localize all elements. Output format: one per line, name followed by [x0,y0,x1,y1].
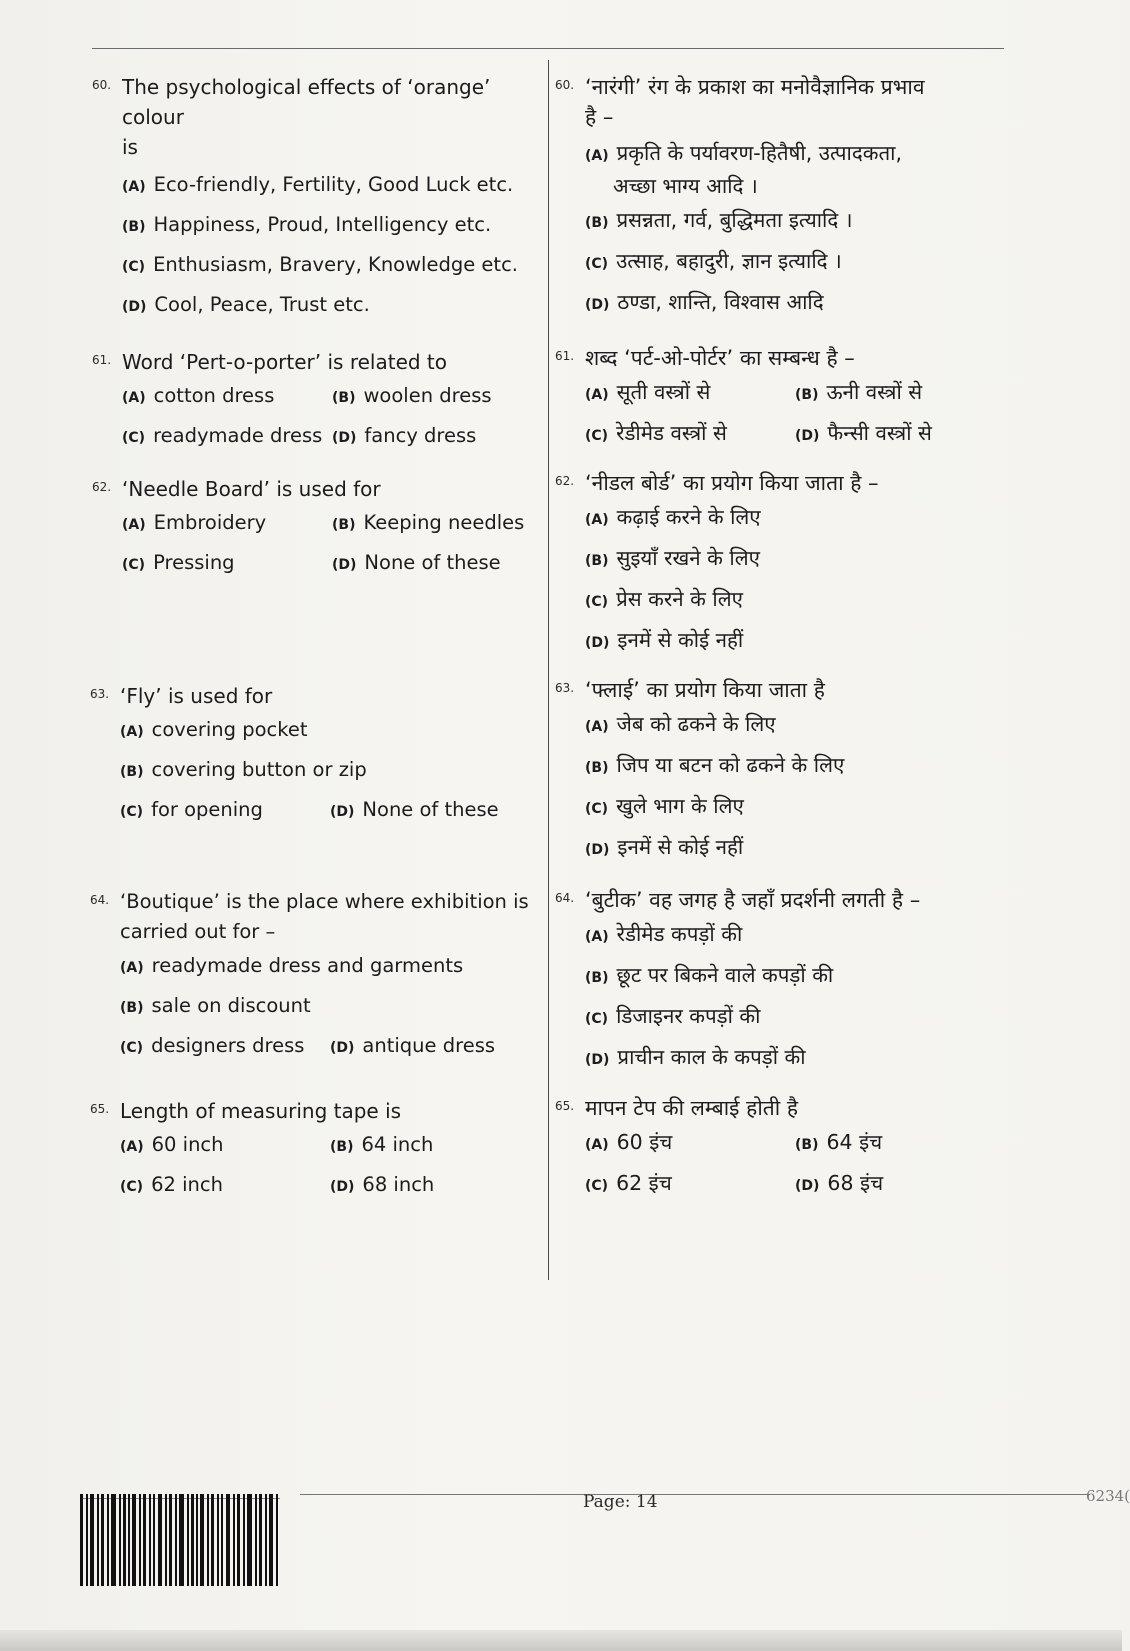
question-number: 63. [90,687,110,701]
option-d: (D) प्राचीन काल के कपड़ों की [585,1045,806,1069]
option-c: (C) 62 इंच [585,1171,672,1195]
option-b: (B) sale on discount [120,994,311,1017]
page-edge-shadow [0,1630,1122,1651]
question-text: ‘Needle Board’ is used for [122,477,381,501]
option-b: (B) छूट पर बिकने वाले कपड़ों की [585,963,834,987]
option-d: (D) 68 इंच [795,1171,884,1195]
option-d: (D) None of these [330,798,499,821]
question-number: 62. [92,480,112,494]
question-61-en [92,347,542,457]
question-number: 62. [555,474,575,488]
option-d: (D) ठण्डा, शान्ति, विश्वास आदि [585,290,824,314]
option-a: (A) कढ़ाई करने के लिए [585,505,761,529]
option-c: (C) प्रेस करने के लिए [585,587,743,611]
option-c: (C) Enthusiasm, Bravery, Knowledge etc. [122,253,518,276]
question-62-hi [555,468,1015,662]
option-a: (A) 60 inch [120,1133,224,1156]
option-b: (B) प्रसन्नता, गर्व, बुद्धिमता इत्यादि । [585,208,853,232]
question-61-hi [555,343,1015,455]
question-number: 65. [90,1102,110,1116]
option-d: (D) antique dress [330,1034,496,1057]
option-b: (B) Happiness, Proud, Intelligency etc. [122,213,492,236]
option-a: (A) cotton dress [122,384,275,407]
option-a: (A) रेडीमेड कपड़ों की [585,922,743,946]
option-a: (A) Embroidery [122,511,267,534]
option-a: (A) covering pocket [120,718,308,741]
top-rule [92,48,1004,49]
question-64-hi [555,885,1015,1079]
question-text: ‘Boutique’ is the place where exhibition is [120,890,529,913]
question-text: ‘बुटीक’ वह जगह है जहाँ प्रदर्शनी लगती है – [585,888,921,912]
question-number: 63. [555,681,575,695]
question-number: 60. [92,78,112,92]
question-number: 64. [555,891,575,905]
question-62-en [92,474,542,584]
option-c: (C) designers dress [120,1034,305,1057]
option-a: (A) Eco-friendly, Fertility, Good Luck etc. [122,173,514,196]
question-text: मापन टेप की लम्बाई होती है [585,1096,798,1120]
option-c: (C) उत्साह, बहादुरी, ज्ञान इत्यादि । [585,249,842,273]
option-b: (B) woolen dress [332,384,492,407]
barcode [80,1494,282,1586]
option-c: (C) डिजाइनर कपड़ों की [585,1004,761,1028]
question-number: 65. [555,1099,575,1113]
option-a: (A) जेब को ढकने के लिए [585,712,776,736]
question-60-en [92,72,542,326]
option-b: (B) ऊनी वस्त्रों से [795,380,923,404]
question-text-cont: carried out for – [120,920,276,943]
question-text-cont: is [122,135,138,159]
question-text: ‘Fly’ is used for [120,684,273,708]
question-60-hi [555,72,1015,324]
option-d: (D) 68 inch [330,1173,435,1196]
question-text-cont: है – [585,105,614,129]
footer-rule [300,1494,1090,1495]
option-b: (B) 64 inch [330,1133,434,1156]
question-text: ‘फ्लाई’ का प्रयोग किया जाता है [585,678,825,702]
option-d: (D) इनमें से कोई नहीं [585,835,744,859]
option-c: (C) रेडीमेड वस्त्रों से [585,421,727,445]
option-a: (A) 60 इंच [585,1130,673,1154]
option-d: (D) इनमें से कोई नहीं [585,628,744,652]
option-c: (C) for opening [120,798,263,821]
question-number: 64. [90,893,110,907]
page-number: Page: 14 [583,1492,658,1512]
option-d: (D) None of these [332,551,501,574]
paper-code: 6234( [1086,1487,1130,1505]
option-c: (C) readymade dress [122,424,323,447]
option-a-cont: अच्छा भाग्य आदि । [613,174,758,198]
option-b: (B) जिप या बटन को ढकने के लिए [585,753,845,777]
option-c: (C) Pressing [122,551,235,574]
question-number: 61. [555,349,575,363]
question-number: 60. [555,78,575,92]
option-b: (B) सुइयाँ रखने के लिए [585,546,760,570]
question-text: शब्द ‘पर्ट-ओ-पोर्टर’ का सम्बन्ध है – [585,346,855,370]
option-c: (C) खुले भाग के लिए [585,794,744,818]
question-text: Word ‘Pert-o-porter’ is related to [122,350,447,374]
question-63-en [90,681,540,831]
option-a: (A) readymade dress and garments [120,954,464,977]
option-b: (B) Keeping needles [332,511,525,534]
question-65-en [90,1096,540,1206]
question-64-en [90,887,545,1067]
option-d: (D) फैन्सी वस्त्रों से [795,421,932,445]
column-divider [548,60,549,1280]
option-a: (A) प्रकृति के पर्यावरण-हितैषी, उत्पादकता, [585,141,902,165]
question-number: 61. [92,353,112,367]
question-63-hi [555,675,1015,869]
question-text: The psychological effects of ‘orange’ colour [122,75,491,129]
option-d: (D) fancy dress [332,424,477,447]
option-b: (B) covering button or zip [120,758,367,781]
option-a: (A) सूती वस्त्रों से [585,380,711,404]
option-c: (C) 62 inch [120,1173,223,1196]
question-text: Length of measuring tape is [120,1099,402,1123]
question-text: ‘नारंगी’ रंग के प्रकाश का मनोवैज्ञानिक प्रभाव [585,75,925,99]
question-65-hi [555,1093,1015,1205]
question-text: ‘नीडल बोर्ड’ का प्रयोग किया जाता है – [585,471,879,495]
option-b: (B) 64 इंच [795,1130,883,1154]
option-d: (D) Cool, Peace, Trust etc. [122,293,370,316]
